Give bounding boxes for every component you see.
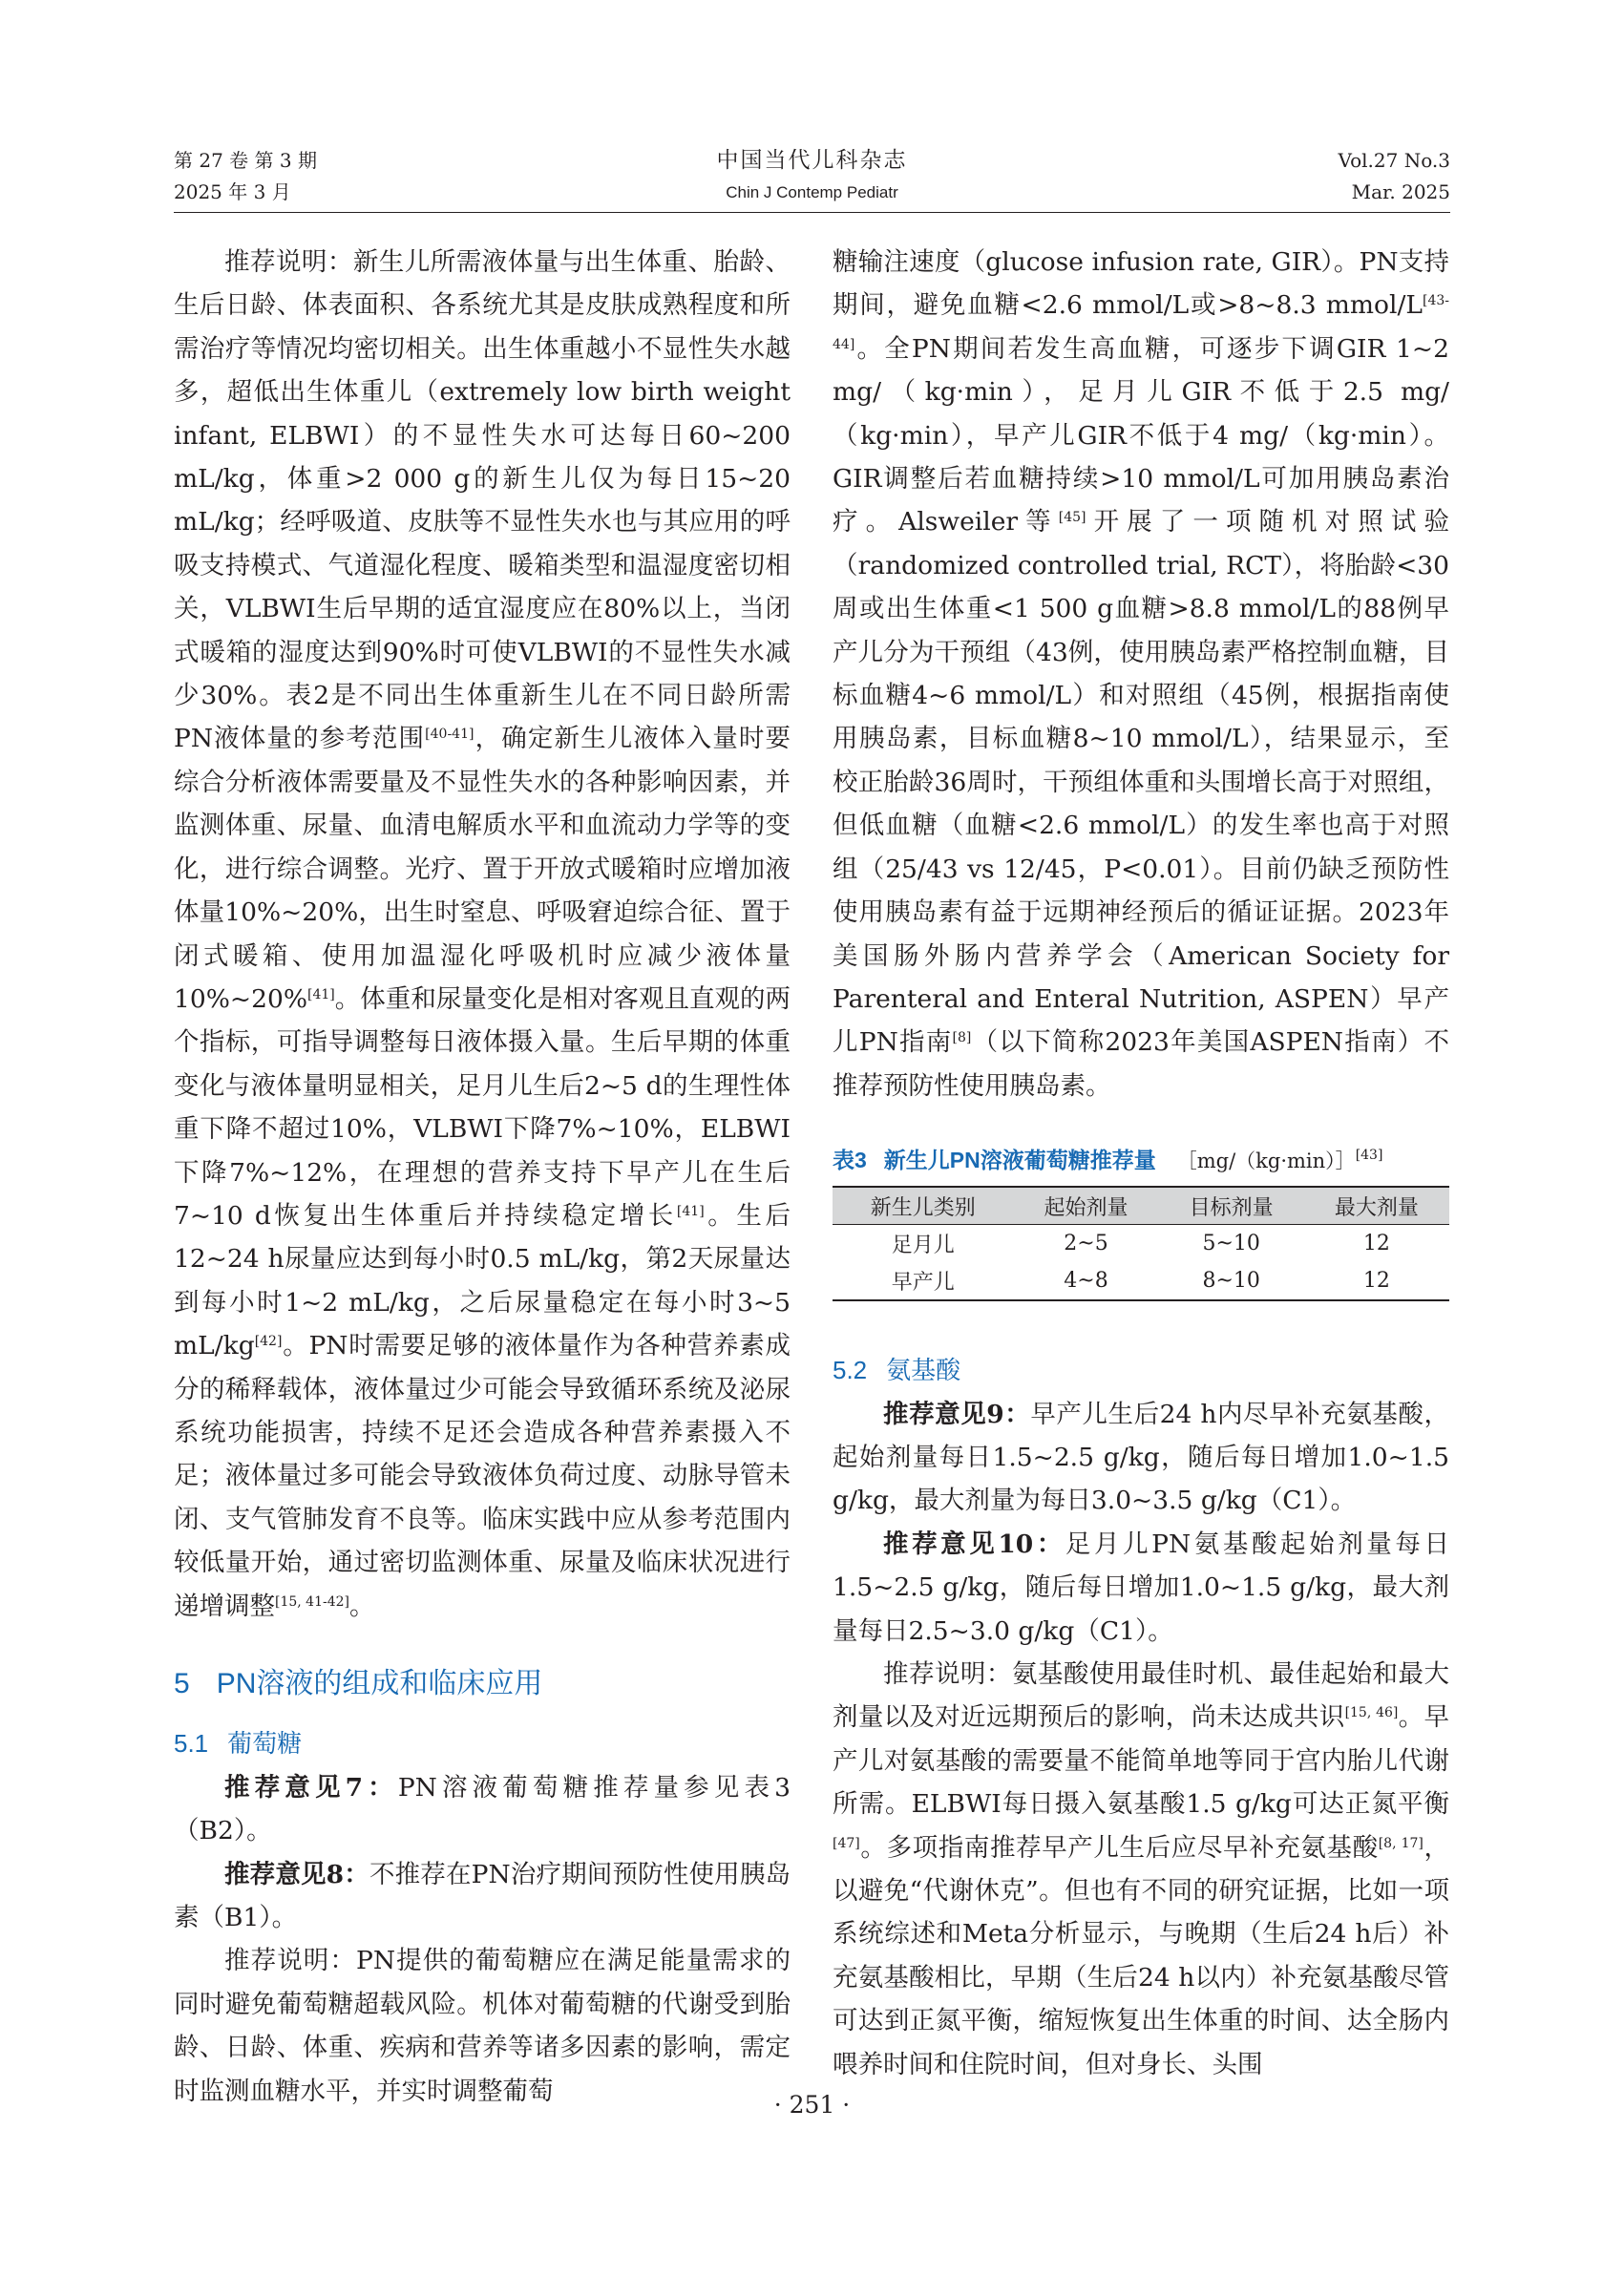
table-row <box>833 1225 1449 1263</box>
table-header-cell: 新生儿类别 <box>833 1187 1013 1225</box>
header-right <box>1339 145 1450 208</box>
recommendation-8: 推荐意见8：不推荐在PN治疗期间预防性使用胰岛素（B1）。 <box>174 1859 791 1932</box>
table-cell: 2~5 <box>1064 1232 1108 1256</box>
recommendation-10: 推荐意见10：足月儿PN氨基酸起始剂量每日1.5~2.5 g/kg，随后每日增加1.0~1.5 g/kg，最大剂量每日2.5~3.0 g/kg（C1）。 <box>833 1529 1449 1646</box>
paragraph-gir: 糖输注速度（glucose infusion rate, GIR）。PN支持期间，避免血糖<2.6 mmol/L或>8~8.3 mmol/L[43-44]。全PN期间若发生高血糖，可逐步下调GIR 1~2 mg/（kg·min），足月儿GIR不低于2.5 mg/（kg·min），早产儿GIR不低于4 mg/（kg·min）。GIR调整后若血糖持续>10 mmol/L可加用胰岛素治疗。Alsweiler等[45]开展了一项随机对照试验（randomized controlled trial, RCT），将胎龄<30周或出生体重<1 500 g血糖>8.8 mmol/L的88例早产儿分为干预组（43例，使用胰岛素严格控制血糖，目标血糖4~6 mmol/L）和对照组（45例，根据指南使用胰岛素，目标血糖8~10 mmol/L），结果显示，至校正胎龄36周时，干预组体重和头围增长高于对照组，但低血糖（血糖<2.6 mmol/L）的发生率也高于对照组（25/43 vs 12/45，P<0.01）。目前仍缺乏预防性使用胰岛素有益于远期神经预后的循证证据。2023年美国肠外肠内营养学会（American Society for Parenteral and Enteral Nutrition, ASPEN）早产儿PN指南[8]（以下简称2023年美国ASPEN指南）不推荐预防性使用胰岛素。 <box>833 247 1449 1101</box>
table-cell: 4~8 <box>1013 1262 1158 1300</box>
citation[interactable]: [42] <box>254 1334 283 1350</box>
citation[interactable]: [15, 46] <box>1344 1705 1399 1721</box>
table-cell: 8~10 <box>1159 1262 1304 1300</box>
section-heading-5-2: 5.2 氨基酸 <box>833 1356 961 1385</box>
table-header-cell: 起始剂量 <box>1013 1187 1158 1225</box>
journal-title-en: Chin J Contemp Pediatr <box>726 183 898 201</box>
paragraph-amino-acid-rationale: 推荐说明：氨基酸使用最佳时机、最佳起始和最大剂量以及对近远期预后的影响，尚未达成共识[15, 46]。早产儿对氨基酸的需要量不能简单地等同于宫内胎儿代谢所需。ELBWI每日摄入氨基酸1.5 g/kg可达正氮平衡[47]。多项指南推荐早产儿生后应尽早补充氨基酸[8, 17]，以避免“代谢休克”。但也有不同的研究证据，比如一项系统综述和Meta分析显示，与晚期（生后24 h后）补充氨基酸相比，早期（生后24 h以内）补充氨基酸尽管可达到正氮平衡，缩短恢复出生体重的时间、达全肠内喂养时间和住院时间，但对身长、头围 <box>833 1658 1450 2079</box>
table-3 <box>833 1186 1449 1301</box>
citation[interactable]: [41] <box>307 986 335 1002</box>
header-rule <box>174 212 1450 213</box>
table-header-cell: 目标剂量 <box>1159 1187 1304 1225</box>
issue-date-en: Mar. 2025 <box>1351 180 1450 203</box>
table-3-caption: 表3 新生儿PN溶液葡萄糖推荐量 ［mg/（kg·min）］[43] <box>833 1148 1383 1173</box>
volume-issue: 第 27 卷 第 3 期 <box>174 149 317 172</box>
recommendation-7: 推荐意见7：PN溶液葡萄糖推荐量参见表3（B2）。 <box>174 1772 791 1846</box>
table-cell: 5~10 <box>1202 1232 1260 1256</box>
citation[interactable]: [8, 17] <box>1378 1835 1424 1851</box>
volume-issue-en: Vol.27 No.3 <box>1338 149 1450 172</box>
citation[interactable]: [15, 41-42] <box>275 1593 349 1610</box>
table-cell: 12 <box>1362 1232 1390 1256</box>
journal-title-cn: 中国当代儿科杂志 <box>716 148 908 173</box>
table-cell: 12 <box>1304 1262 1449 1300</box>
section-heading-5: 5 PN溶液的组成和临床应用 <box>174 1668 543 1699</box>
table-cell: 早产儿 <box>833 1262 1013 1300</box>
paragraph-fluid-rationale: 推荐说明：新生儿所需液体量与出生体重、胎龄、生后日龄、体表面积、各系统尤其是皮肤成熟程度和所需治疗等情况均密切相关。出生体重越小不显性失水越多，超低出生体重儿（extremely low birth weight infant, ELBWI）的不显性失水可达每日60~200 mL/kg，体重>2 000 g的新生儿仅为每日15~20 mL/kg；经呼吸道、皮肤等不显性失水也与其应用的呼吸支持模式、气道湿化程度、暖箱类型和温湿度密切相关，VLBWI生后早期的适宜湿度应在80%以上，当闭式暖箱的湿度达到90%时可使VLBWI的不显性失水减少30%。表2是不同出生体重新生儿在不同日龄所需PN液体量的参考范围[40-41]，确定新生儿液体入量时要综合分析液体需要量及不显性失水的各种影响因素，并监测体重、尿量、血清电解质水平和血流动力学等的变化，进行综合调整。光疗、置于开放式暖箱时应增加液体量10%~20%，出生时窒息、呼吸窘迫综合征、置于闭式暖箱、使用加温湿化呼吸机时应减少液体量10%~20%[41]。体重和尿量变化是相对客观且直观的两个指标，可指导调整每日液体摄入量。生后早期的体重变化与液体量明显相关，足月儿生后2~5 d的生理性体重下降不超过10%，VLBWI下降7%~10%，ELBWI下降7%~12%，在理想的营养支持下早产儿在生后7~10 d恢复出生体重后并持续稳定增长[41]。生后12~24 h尿量应达到每小时0.5 mL/kg，第2天尿量达到每小时1~2 mL/kg，之后尿量稳定在每小时3~5 mL/kg[42]。PN时需要足够的液体量作为各种营养素成分的稀释载体，液体量过少可能会导致循环系统及泌尿系统功能损害，持续不足还会造成各种营养素摄入不足；液体量过多可能会导致液体负荷过度、动脉导管未闭、支气管肺发育不良等。临床实践中应从参考范围内较低量开始，通过密切监测体重、尿量及临床状况进行递增调整[15, 41-42]。 <box>174 247 791 1621</box>
table-row <box>833 1262 1449 1300</box>
table-cell: 足月儿 <box>891 1234 955 1258</box>
citation[interactable]: [40-41] <box>425 727 475 743</box>
left-column <box>174 241 791 2113</box>
citation[interactable]: [41] <box>676 1203 705 1219</box>
paragraph-glucose-rationale: 推荐说明：PN提供的葡萄糖应在满足能量需求的同时避免葡萄糖超载风险。机体对葡萄糖的代谢受到胎龄、日龄、体重、疾病和营养等诸多因素的影响，需定时监测血糖水平，并实时调整葡萄 <box>174 1946 791 2106</box>
right-column <box>833 241 1449 2086</box>
citation[interactable]: [43-44] <box>833 293 1449 352</box>
citation[interactable]: [45] <box>1058 510 1086 526</box>
header-center <box>174 145 1450 208</box>
table-header-cell: 最大剂量 <box>1304 1187 1449 1225</box>
citation[interactable]: [47] <box>833 1835 860 1851</box>
citation[interactable]: [8] <box>952 1030 972 1046</box>
section-heading-5-1: 5.1 葡萄糖 <box>174 1729 303 1759</box>
running-header <box>174 145 1450 212</box>
recommendation-9: 推荐意见9：早产儿生后24 h内尽早补充氨基酸，起始剂量每日1.5~2.5 g/kg，随后每日增加1.0~1.5 g/kg，最大剂量为每日3.0~3.5 g/kg（C1）。 <box>833 1399 1449 1516</box>
table-header-row <box>833 1187 1449 1225</box>
issue-date: 2025 年 3 月 <box>174 180 291 203</box>
page-number: · 251 · <box>773 2091 851 2119</box>
